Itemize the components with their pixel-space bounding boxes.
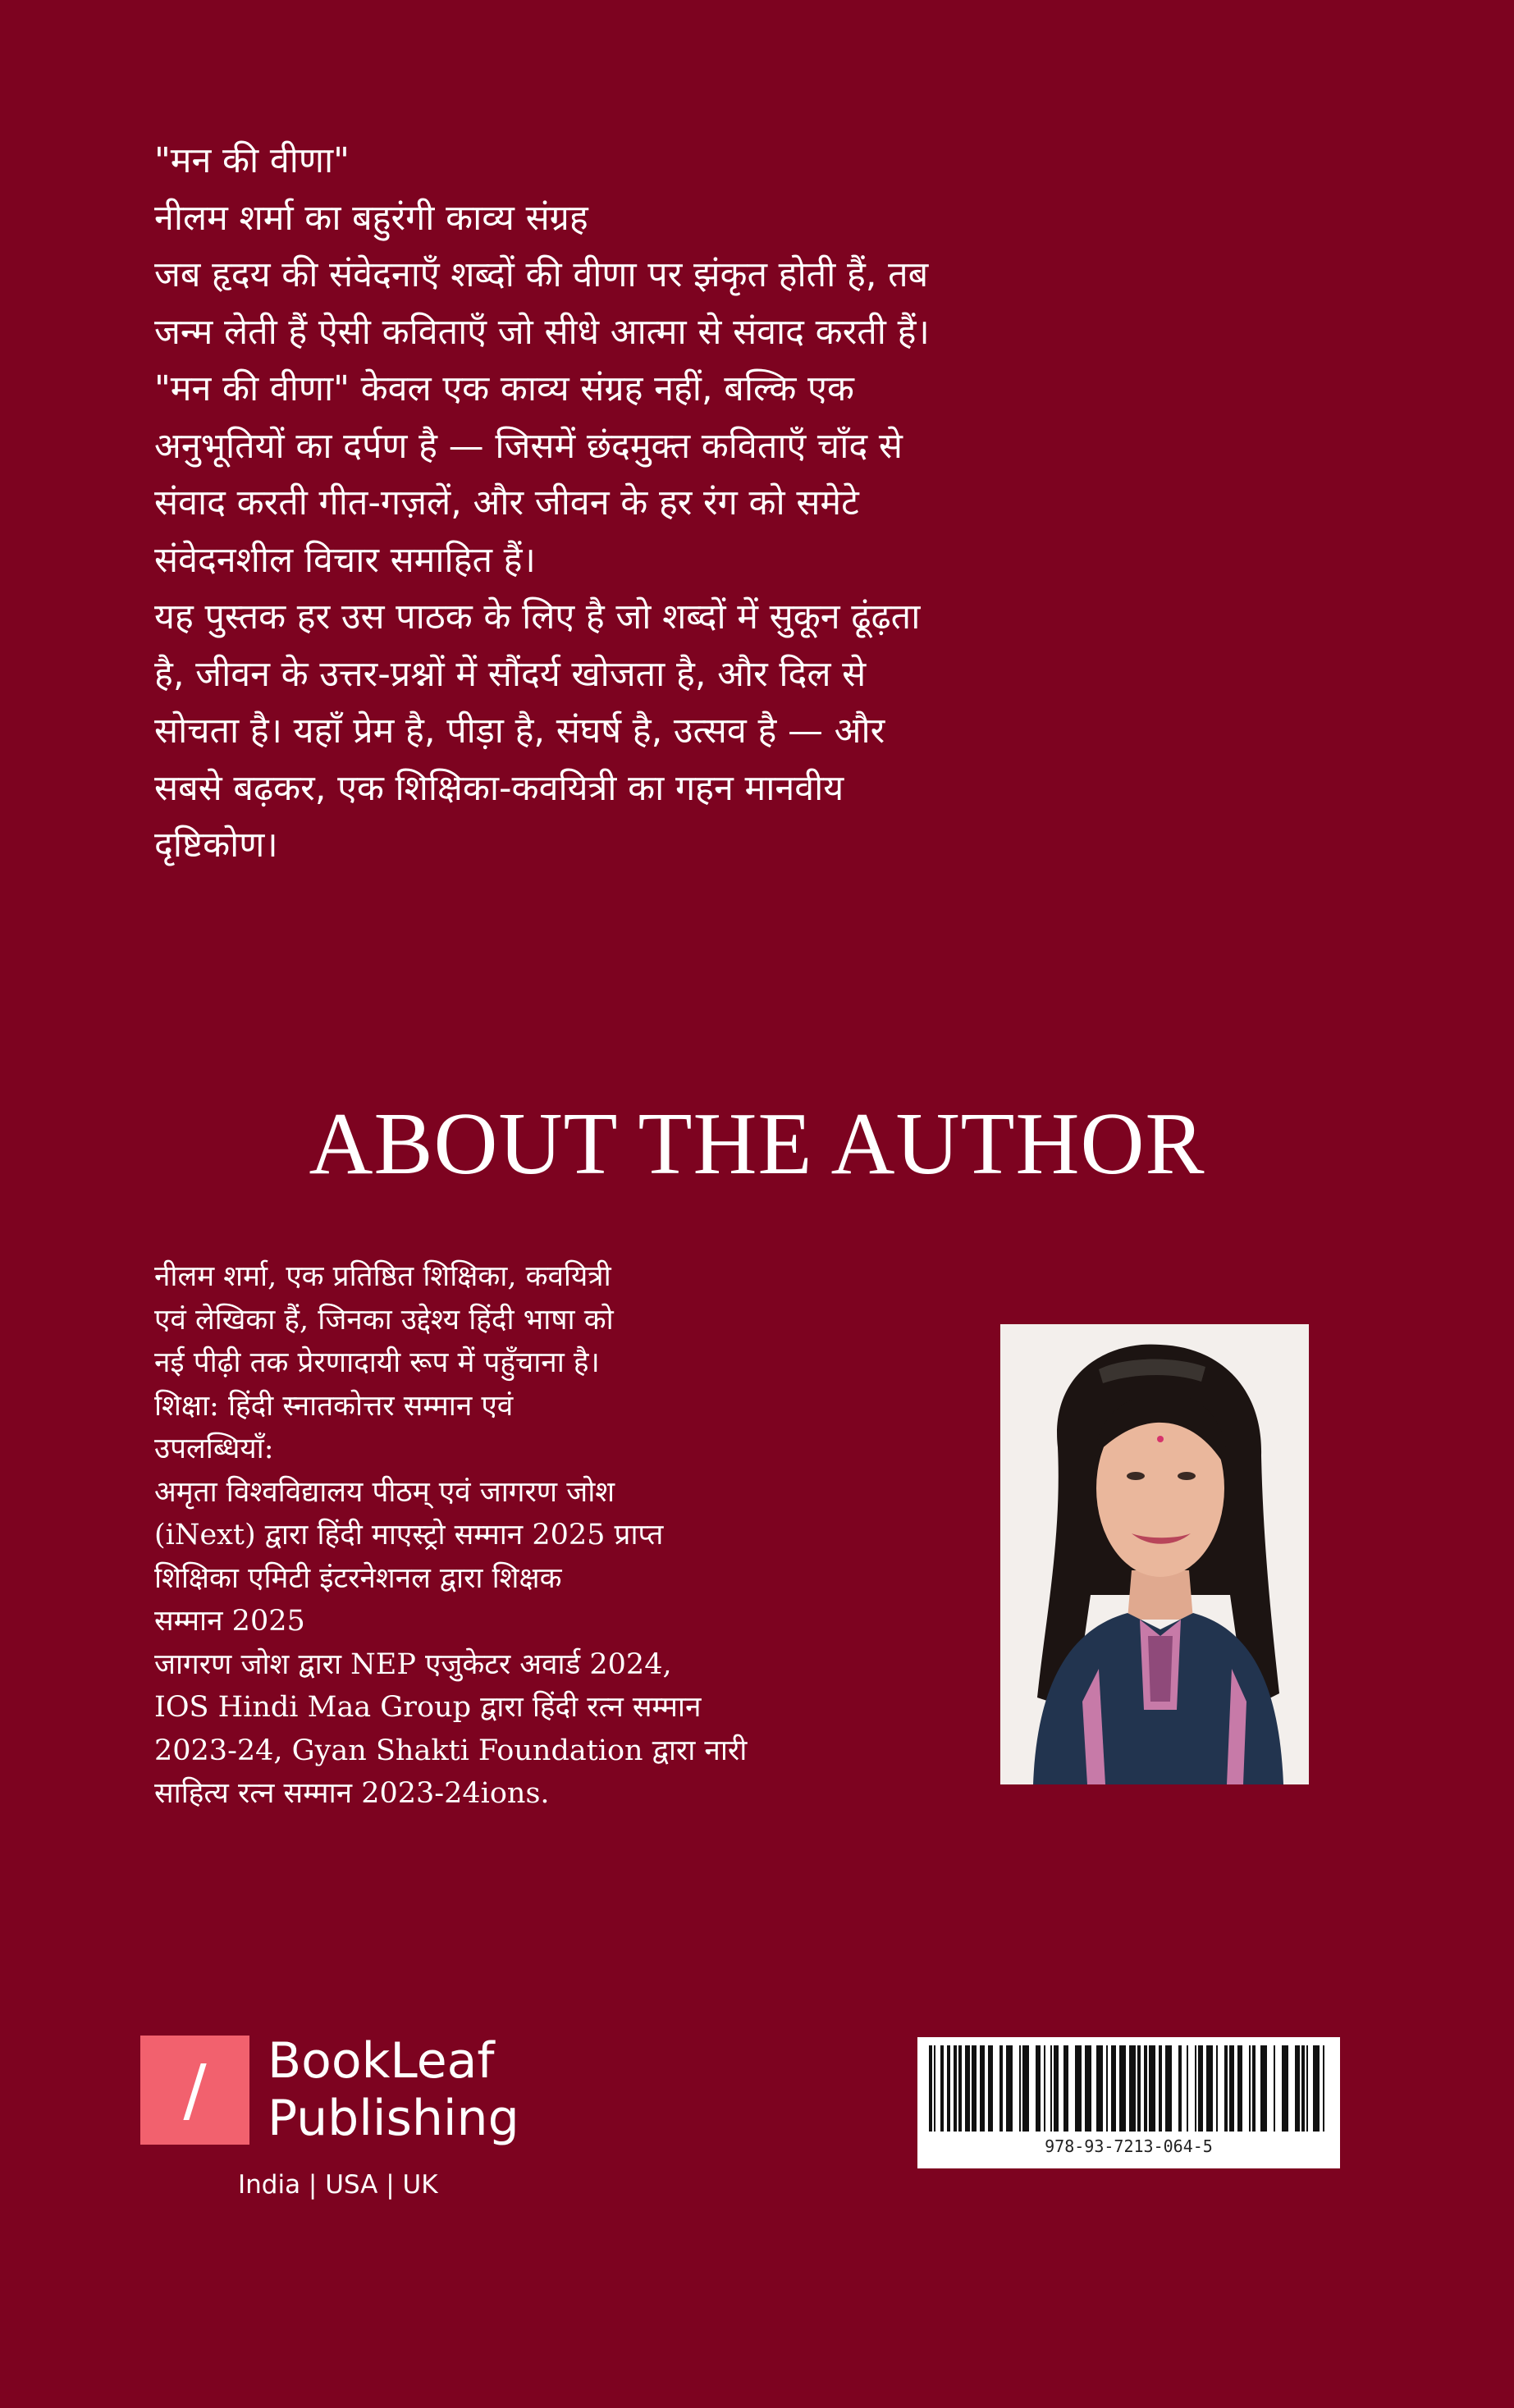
book-blurb [154,133,1303,875]
about-author-heading: ABOUT THE AUTHOR [309,1095,1205,1193]
publisher-name-line2: Publishing [268,2090,519,2147]
barcode-bar [1224,2045,1228,2132]
author-photo [1000,1324,1309,1784]
barcode-bar [1198,2045,1203,2132]
barcode-bar [1050,2045,1052,2132]
barcode-bar [1274,2045,1275,2132]
barcode-bar [1306,2045,1308,2132]
blurb-line: यह पुस्तक हर उस पाठक के लिए है जो शब्दों में सुकून ढूंढ़ता [154,596,921,637]
blurb-line: जन्म लेती हैं ऐसी कविताएँ जो सीधे आत्मा से संवाद करती हैं। [154,311,930,353]
barcode-bar [1165,2045,1172,2132]
isbn-barcode [917,2037,1340,2168]
barcode-bar [1075,2045,1082,2132]
blurb-line: दृष्टिकोण। [154,825,278,866]
barcode-bar [1054,2045,1059,2132]
barcode-bar [1178,2045,1182,2132]
publisher-name [268,2032,519,2147]
barcode-bar [1006,2045,1013,2132]
blurb-line: संवाद करती गीत-गज़लें, और जीवन के हर रंग को समेटे [154,482,859,523]
barcode-bar [1036,2045,1041,2132]
barcode-bar [965,2045,970,2132]
logo-slash: / [183,2049,207,2130]
barcode-bar [1022,2045,1029,2132]
barcode-bar [972,2045,977,2132]
bio-line: नीलम शर्मा, एक प्रतिष्ठित शिक्षिका, कवयित्री [154,1260,611,1293]
barcode-bar [988,2045,993,2132]
bio-line: एवं लेखिका हैं, जिनका उद्देश्य हिंदी भाषा को [154,1303,614,1337]
isbn-number: 978-93-7213-064-5 [1045,2136,1213,2156]
barcode-bar [934,2045,935,2132]
barcode-bar [1216,2045,1218,2132]
logo-mark-icon [140,2036,249,2145]
bookleaf-publishing-logo [140,2032,567,2150]
barcode-bar [1206,2045,1213,2132]
barcode-bar [980,2045,985,2132]
barcode-bar [1260,2045,1267,2132]
barcode-bar [954,2045,957,2132]
barcode-bar [947,2045,950,2132]
bio-line: नई पीढ़ी तक प्रेरणादायी रूप में पहुँचाना है। [154,1346,600,1379]
barcode-bar [1096,2045,1103,2132]
barcode-bar [1187,2045,1188,2132]
barcode-bar [1019,2045,1021,2132]
barcode-bar [1249,2045,1251,2132]
blurb-line: "मन की वीणा" केवल एक काव्य संग्रह नहीं, बल्कि एक [154,368,854,409]
barcode-bar [1313,2045,1320,2132]
bio-line: अमृता विश्वविद्यालय पीठम् एवं जागरण जोश [154,1475,615,1509]
barcode-bar [1149,2045,1155,2132]
barcode-bar [1111,2045,1116,2132]
barcode-bar [958,2045,962,2132]
barcode-bar [1044,2045,1045,2132]
barcode-bar [1295,2045,1300,2132]
publisher-regions: India | USA | UK [238,2170,438,2200]
bio-line: जागरण जोश द्वारा NEP एजुकेटर अवार्ड 2024, [154,1647,672,1681]
barcode-bar [929,2045,932,2132]
blurb-line: अनुभूतियों का दर्पण है — जिसमें छंदमुक्त कविताएँ चाँद से [154,425,903,467]
barcode-bar [1085,2045,1091,2132]
barcode-bar [1137,2045,1141,2132]
bio-line: उपलब्धियाँ: [154,1432,274,1465]
blurb-line: सोचता है। यहाँ प्रेम है, पीड़ा है, संघर्ष है, उत्सव है — और [154,711,885,752]
barcode-bar [1229,2045,1234,2132]
blurb-line: सबसे बढ़कर, एक शिक्षिका-कवयित्री का गहन मानवीय [154,767,844,809]
author-portrait-illustration [1000,1324,1309,1784]
publisher-name-line1: BookLeaf [268,2032,495,2090]
bio-line: शिक्षा: हिंदी स्नातकोत्तर सम्मान एवं [154,1389,514,1423]
barcode-bar [940,2045,944,2132]
barcode-bar [1282,2045,1288,2132]
bio-line: सम्मान 2025 [154,1605,305,1638]
barcode-bar [1252,2045,1256,2132]
bio-line: 2023-24, Gyan Shakti Foundation द्वारा नारी [154,1734,748,1767]
blurb-title: "मन की वीणा" [154,140,350,181]
bio-line: IOS Hindi Maa Group द्वारा हिंदी रत्न सम्मान [154,1691,702,1724]
bio-line: शिक्षिका एमिटी इंटरनेशनल द्वारा शिक्षक [154,1561,562,1595]
barcode-bar [1144,2045,1147,2132]
blurb-line: है, जीवन के उत्तर-प्रश्नों में सौंदर्य खोजता है, और दिल से [154,653,867,695]
barcode-bar [999,2045,1003,2132]
barcode-bar [1323,2045,1324,2132]
blurb-subtitle: नीलम शर्मा का बहुरंगी काव्य संग्रह [154,197,588,239]
blurb-line: जब हृदय की संवेदनाएँ शब्दों की वीणा पर झंकृत होती हैं, तब [154,254,929,295]
author-bio [154,1255,893,1816]
barcode-bar [1195,2045,1196,2132]
bio-line: साहित्य रत्न सम्मान 2023-24ions. [154,1777,550,1810]
blurb-line: संवेदनशील विचार समाहित हैं। [154,539,536,581]
barcode-bar [1106,2045,1108,2132]
bio-line: (iNext) द्वारा हिंदी माएस्ट्रो सम्मान 2025 प्राप्त [154,1519,664,1551]
barcode-bar [1237,2045,1242,2132]
barcode-bar [1119,2045,1126,2132]
barcode-bar [1063,2045,1068,2132]
barcode-bar [1159,2045,1162,2132]
barcode-bar [1129,2045,1136,2132]
barcode-bar [1301,2045,1305,2132]
